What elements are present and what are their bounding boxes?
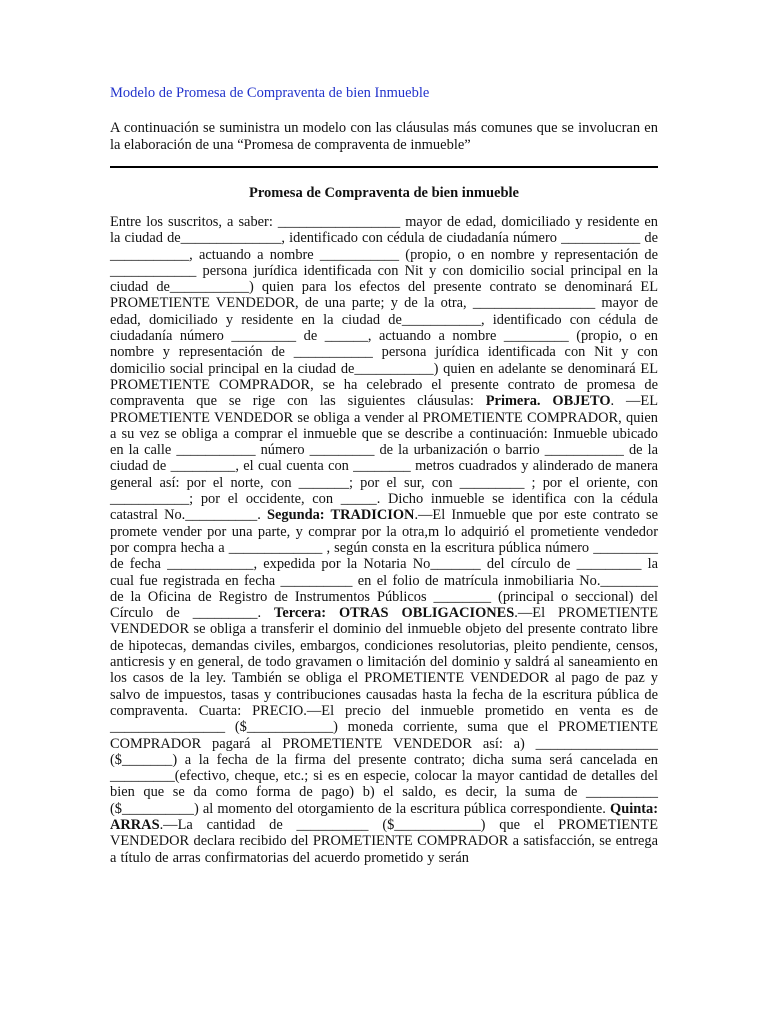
clause-heading-tercera: Tercera: OTRAS OBLIGACIONES <box>274 605 515 622</box>
horizontal-rule <box>110 166 658 168</box>
body-segment: .—El Inmueble que por este contrato se promete vender por una parte, y comprar por la otra,m lo adquirió el prometiente vendedor por compra hecha a _____________ , según consta en la escritura pública número _________ de fecha ____________, expedida por la Notaria No_______ del círculo de _________ la cual fue registrada en fecha __________ en el folio de matrícula inmobiliaria No.________ de la Oficina de Registro de Instrumentos Públicos ________ (principal o seccional) del Círculo de _________. <box>110 507 658 622</box>
clause-heading-segunda: Segunda: TRADICION <box>267 507 415 524</box>
intro-paragraph: A continuación se suministra un modelo con las cláusulas más comunes que se involucran en la elaboración de una “Promesa de compraventa de inmueble” <box>110 120 658 153</box>
contract-title: Promesa de Compraventa de bien inmueble <box>249 185 519 201</box>
body-segment: .—La cantidad de __________ ($____________) que el PROMETIENTE VENDEDOR declara recibido del PROMETIENTE COMPRADOR a satisfacción, se entrega a título de arras confirmatorias del acuerdo prometido y serán <box>110 816 658 866</box>
document-title-link[interactable]: Modelo de Promesa de Compraventa de bien Inmueble <box>110 85 430 101</box>
clause-heading-quinta: Quinta: ARRAS <box>110 800 658 833</box>
body-segment: . —EL PROMETIENTE VENDEDOR se obliga a vender al PROMETIENTE COMPRADOR, quien a su vez se obliga a comprar el inmueble que se describe a continuación: Inmueble ubicado en la calle ___________ número _________ de la urbanización o barrio ___________ de la ciudad de _________, el cual cuenta con ________ metros cuadrados y alinderado de manera general así: por el norte, con _______; por el sur, con _________ ; por el oriente, con ___________; por el occidente, con _____. Dicho inmueble se identifica con la cédula catastral No.__________. <box>110 393 659 524</box>
body-segment: .—El PROMETIENTE VENDEDOR se obliga a transferir el dominio del inmueble objeto del presente contrato libre de hipotecas, demandas civiles, embargos, condiciones resolutorias, pleito pendiente, censos, anticresis y en general, de todo gravamen o limitación del dominio y saldrá al saneamiento en los casos de la ley. También se obliga el PROMETIENTE VENDEDOR al pago de paz y salvo de impuestos, tasas y contribuciones causadas hasta la fecha de la escritura pública de compraventa. Cuarta: PRECIO.—El precio del inmueble prometido en venta es de ________________ ($____________) moneda corriente, suma que el PROMETIENTE COMPRADOR pagará al PROMETIENTE VENDEDOR así: a) _________________ ($_______) a la fecha de la firma del presente contrato; dicha suma será cancelada en _________(efectivo, cheque, etc.; si es en especie, colocar la mayor cantidad de detalles del bien que se da como forma de pago) b) el saldo, es decir, la suma de __________ ($__________) al momento del otorgamiento de la escritura pública correspondiente. <box>110 605 658 817</box>
contract-body <box>110 214 658 866</box>
body-segment: Entre los suscritos, a saber: _________________ mayor de edad, domiciliado y residente en la ciudad de______________, identificado con cédula de ciudadanía número ___________ de ___________, actuando a nombre ___________ (propio, o en nombre y representación de ____________ persona jurídica identificada con Nit y con domicilio social principal en la ciudad de___________) quien para los efectos del presente contrato se denominará EL PROMETIENTE VENDEDOR, de una parte; y de la otra, _________________ mayor de edad, domiciliado y residente en la ciudad de___________, identificado con cédula de ciudadanía número _________ de ______, actuando a nombre _________ (propio, o en nombre y representación de ___________ persona jurídica identificada con Nit y con domicilio social principal en la ciudad de___________) quien en adelante se denominará EL PROMETIENTE COMPRADOR, se ha celebrado el presente contrato de promesa de compraventa que se rige con las siguientes cláusulas: <box>110 214 658 410</box>
clause-heading-primera: Primera. OBJETO <box>485 393 611 410</box>
